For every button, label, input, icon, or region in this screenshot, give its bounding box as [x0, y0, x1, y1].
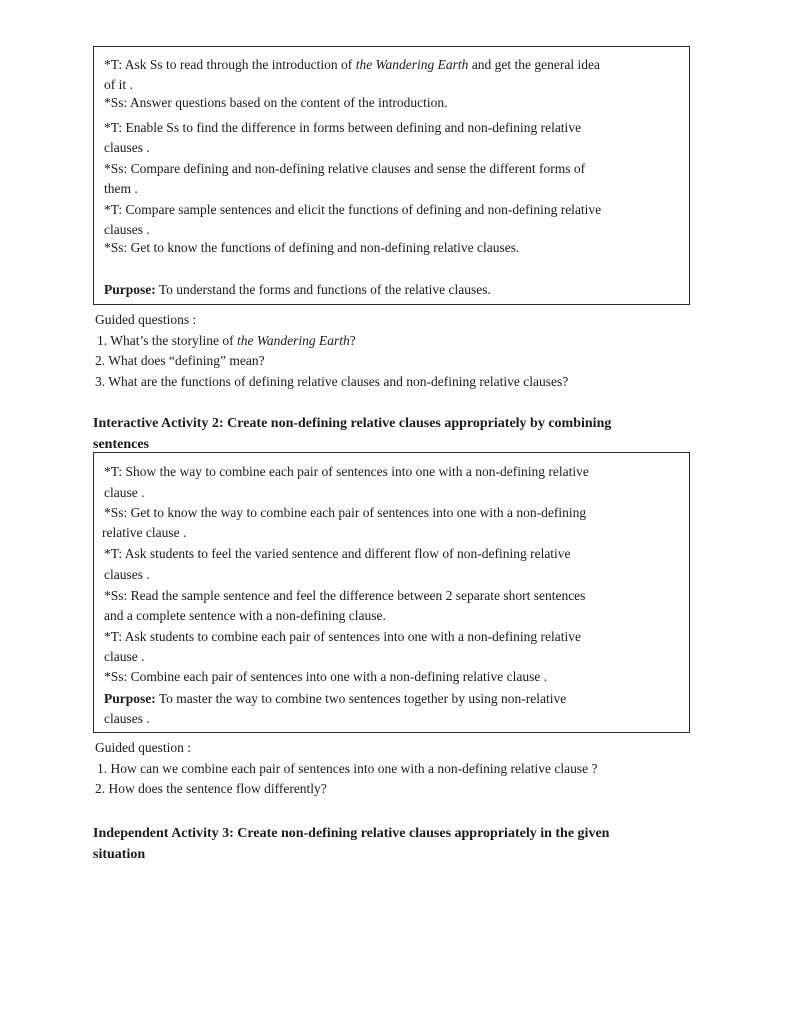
purpose-text: To understand the forms and functions of the relative clauses.: [155, 282, 491, 297]
guided-question-1-tail: ?: [349, 333, 356, 348]
box1-line-1-text: *T: Ask Ss to read through the introduction of: [104, 57, 356, 72]
box2-purpose-cont: clauses .: [104, 711, 150, 726]
activity2-heading: Interactive Activity 2: Create non-defining relative clauses appropriately by combining: [93, 416, 612, 431]
box2-line-2: clause .: [104, 485, 145, 500]
box2-line-10: clause .: [104, 649, 145, 664]
guided-question-title: Guided question :: [95, 740, 191, 755]
box2-line-3: *Ss: Get to know the way to combine each pair of sentences into one with a non-defining: [104, 505, 587, 520]
guided-question-2: 2. How does the sentence flow differently?: [95, 781, 327, 796]
box1-line-2: of it .: [104, 77, 133, 92]
guided-question-1-text: 1. What’s the storyline of: [97, 333, 237, 348]
purpose-text: To master the way to combine two sentences together by using non-relative: [155, 691, 567, 706]
guided-question-1: 1. How can we combine each pair of sentences into one with a non-defining relative clause ?: [97, 761, 598, 776]
box2-purpose: [104, 691, 566, 707]
box1-line-5: clauses .: [104, 140, 150, 155]
box1-line-1: [104, 57, 600, 73]
box2-line-6: clauses .: [104, 567, 150, 582]
guided-question-1: [97, 333, 356, 349]
activity2-heading-cont: sentences: [93, 437, 149, 452]
book-title: the Wandering Earth: [236, 333, 350, 348]
box1-line-7: them .: [104, 181, 138, 196]
activity3-heading: Independent Activity 3: Create non-defining relative clauses appropriately in the given: [93, 826, 610, 841]
box1-line-6: *Ss: Compare defining and non-defining relative clauses and sense the different forms of: [104, 161, 586, 176]
box2-line-11: *Ss: Combine each pair of sentences into one with a non-defining relative clause .: [104, 669, 548, 684]
box2-line-5: *T: Ask students to feel the varied sentence and different flow of non-defining relative: [104, 546, 571, 561]
purpose-label: Purpose:: [104, 691, 156, 706]
box1-line-10: *Ss: Get to know the functions of defining and non-defining relative clauses.: [104, 240, 520, 255]
guided-questions-title: Guided questions :: [95, 312, 197, 327]
box1-line-9: clauses .: [104, 222, 150, 237]
box2-line-9: *T: Ask students to combine each pair of sentences into one with a non-defining relative: [104, 629, 581, 644]
purpose-label: Purpose:: [104, 282, 156, 297]
activity2-procedure-box: [93, 452, 690, 733]
activity1-procedure-box: [93, 46, 690, 305]
box2-line-1: *T: Show the way to combine each pair of sentences into one with a non-defining relative: [104, 464, 589, 479]
guided-question-2: 2. What does “defining” mean?: [95, 353, 265, 368]
box1-line-1-tail: and get the general idea: [468, 57, 600, 72]
box1-line-8: *T: Compare sample sentences and elicit the functions of defining and non-defining relative: [104, 202, 602, 217]
box1-line-4: *T: Enable Ss to find the difference in forms between defining and non-defining relative: [104, 120, 582, 135]
box1-purpose: [104, 282, 491, 298]
guided-question-3: 3. What are the functions of defining relative clauses and non-defining relative clauses?: [95, 374, 569, 389]
box2-line-4: relative clause .: [102, 525, 187, 540]
box2-line-8: and a complete sentence with a non-defining clause.: [104, 608, 386, 623]
box2-line-7: *Ss: Read the sample sentence and feel the difference between 2 separate short sentences: [104, 588, 586, 603]
activity3-heading-cont: situation: [93, 847, 146, 862]
box1-line-3: *Ss: Answer questions based on the content of the introduction.: [104, 95, 448, 110]
book-title: the Wandering Earth: [355, 57, 469, 72]
